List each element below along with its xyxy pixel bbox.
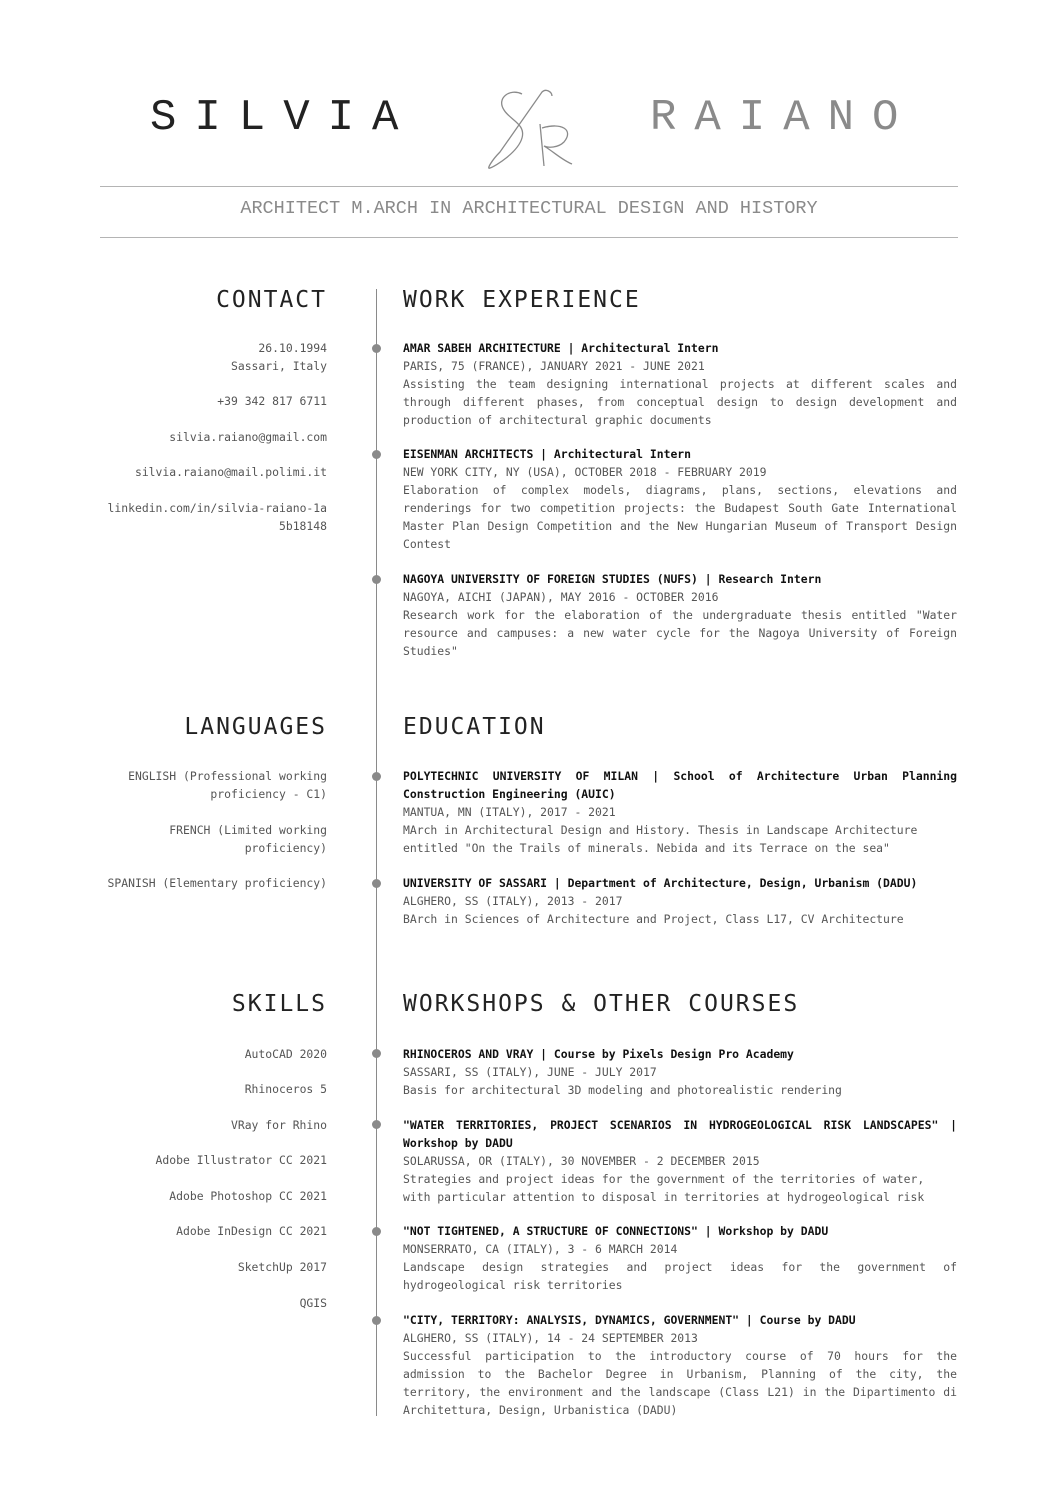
entry-title: "WATER TERRITORIES, PROJECT SCENARIOS IN HYDROGEOLOGICAL RISK LANDSCAPES" | Workshop by DADU	[403, 1118, 957, 1150]
entry-meta: SOLARUSSA, OR (ITALY), 30 NOVEMBER - 2 DECEMBER 2015	[403, 1154, 760, 1168]
skills-heading: SKILLS	[231, 991, 327, 1017]
entry-title: POLYTECHNIC UNIVERSITY OF MILAN | School of Architecture Urban Planning Construction Engineering (AUIC)	[403, 769, 957, 801]
birthplace: Sassari, Italy	[230, 359, 327, 373]
entry-meta: NEW YORK CITY, NY (USA), OCTOBER 2018 - FEBRUARY 2019	[403, 465, 767, 479]
linkedin-url-line1[interactable]: linkedin.com/in/silvia-raiano-1a	[107, 501, 327, 515]
skill-item: Adobe Photoshop CC 2021	[169, 1189, 327, 1203]
entry-title: AMAR SABEH ARCHITECTURE | Architectural Intern	[403, 341, 719, 355]
work-experience-heading: WORK EXPERIENCE	[403, 287, 641, 313]
work-entry	[403, 339, 957, 429]
entry-meta: ALGHERO, SS (ITALY), 2013 - 2017	[403, 894, 623, 908]
skill-item: QGIS	[299, 1296, 327, 1310]
language-english-line2: proficiency - C1)	[210, 787, 327, 801]
entry-description: Strategies and project ideas for the government of the territories of water, with particular attention to disposal in territories at hydrogeological risk	[403, 1172, 925, 1204]
entry-description: Landscape design strategies and project ideas for the government of hydrogeological risk territories	[403, 1260, 957, 1292]
entry-meta: PARIS, 75 (FRANCE), JANUARY 2021 - JUNE 2021	[403, 359, 705, 373]
first-name: SILVIA	[150, 93, 417, 143]
monogram-signature-icon	[482, 84, 582, 176]
last-name: RAIANO	[650, 93, 917, 143]
skill-item: AutoCAD 2020	[244, 1047, 327, 1061]
skill-item: VRay for Rhino	[230, 1118, 327, 1132]
timeline-dot	[372, 772, 381, 781]
language-spanish: SPANISH (Elementary proficiency)	[107, 876, 327, 890]
entry-description: Successful participation to the introductory course of 70 hours for the admission to the Bachelor Degree in Urbanism, Planning of the city, the territory, the environment and the landscape (Class L21) in the Dipartimento di Architettura, Design, Urbanistica (DADU)	[403, 1349, 957, 1417]
timeline-dot	[372, 450, 381, 459]
education-heading: EDUCATION	[403, 714, 546, 740]
entry-title: EISENMAN ARCHITECTS | Architectural Intern	[403, 447, 692, 461]
entry-meta: SASSARI, SS (ITALY), JUNE - JULY 2017	[403, 1065, 657, 1079]
email-polimi[interactable]: silvia.raiano@mail.polimi.it	[134, 465, 327, 479]
language-english-line1: ENGLISH (Professional working	[128, 769, 327, 783]
entry-meta: NAGOYA, AICHI (JAPAN), MAY 2016 - OCTOBER 2016	[403, 590, 719, 604]
entry-meta: MONSERRATO, CA (ITALY), 3 - 6 MARCH 2014	[403, 1242, 678, 1256]
timeline-dot	[372, 1049, 381, 1058]
entry-description: Assisting the team designing international projects at different scales and through different phases, from conceptual design to design development and production of architectural graphic documents	[403, 377, 957, 427]
entry-title: UNIVERSITY OF SASSARI | Department of Architecture, Design, Urbanism (DADU)	[403, 876, 918, 890]
timeline-dot	[372, 575, 381, 584]
timeline-dot	[372, 879, 381, 888]
timeline-dot	[372, 1227, 381, 1236]
entry-title: RHINOCEROS AND VRAY | Course by Pixels Design Pro Academy	[403, 1047, 794, 1061]
contact-heading: CONTACT	[216, 287, 327, 313]
entry-description: BArch in Sciences of Architecture and Project, Class L17, CV Architecture	[403, 912, 904, 926]
linkedin-url-line2[interactable]: 5b18148	[278, 519, 327, 533]
email-gmail[interactable]: silvia.raiano@gmail.com	[169, 430, 327, 444]
job-title: ARCHITECT M.ARCH IN ARCHITECTURAL DESIGN AND HISTORY	[240, 198, 818, 219]
birthdate: 26.10.1994	[258, 341, 327, 355]
work-entry	[403, 570, 957, 660]
timeline-dot	[372, 1316, 381, 1325]
entry-meta: ALGHERO, SS (ITALY), 14 - 24 SEPTEMBER 2013	[403, 1331, 698, 1345]
language-english	[87, 767, 327, 803]
skill-item: SketchUp 2017	[237, 1260, 327, 1274]
workshop-entry	[403, 1045, 957, 1099]
language-french-line1: FRENCH (Limited working	[169, 823, 327, 837]
workshops-heading: WORKSHOPS & OTHER COURSES	[403, 991, 800, 1017]
entry-description: MArch in Architectural Design and History. Thesis in Landscape Architecture entitled "On the Trails of minerals. Nebida and its Terrace on the sea"	[403, 823, 918, 855]
languages-heading: LANGUAGES	[184, 714, 327, 740]
entry-description: Elaboration of complex models, diagrams, plans, sections, elevations and renderings for two competition projects: the Budapest South Gate International Master Plan Design Competition and the New Hungarian Museum of Transport Design Contest	[403, 483, 957, 551]
timeline-dot	[372, 344, 381, 353]
education-entry	[403, 767, 957, 857]
workshop-entry	[403, 1116, 957, 1206]
entry-meta: MANTUA, MN (ITALY), 2017 - 2021	[403, 805, 616, 819]
workshop-entry	[403, 1311, 957, 1419]
header-divider-bottom	[100, 237, 958, 238]
entry-description: Basis for architectural 3D modeling and photorealistic rendering	[403, 1083, 842, 1097]
header-divider-top	[100, 186, 958, 187]
language-french-line2: proficiency)	[244, 841, 327, 855]
skill-item: Rhinoceros 5	[244, 1082, 327, 1096]
workshop-entry	[403, 1222, 957, 1294]
work-entry	[403, 445, 957, 553]
phone-number: +39 342 817 6711	[217, 394, 327, 408]
entry-title: NAGOYA UNIVERSITY OF FOREIGN STUDIES (NUFS) | Research Intern	[403, 572, 822, 586]
timeline-dot	[372, 1120, 381, 1129]
entry-title: "NOT TIGHTENED, A STRUCTURE OF CONNECTIONS" | Workshop by DADU	[403, 1224, 829, 1238]
entry-description: Research work for the elaboration of the undergraduate thesis entitled "Water resource and campuses: a new water cycle for the Nagoya University of Foreign Studies"	[403, 608, 957, 658]
entry-title: "CITY, TERRITORY: ANALYSIS, DYNAMICS, GOVERNMENT" | Course by DADU	[403, 1313, 856, 1327]
skill-item: Adobe InDesign CC 2021	[176, 1224, 327, 1238]
skill-item: Adobe Illustrator CC 2021	[155, 1153, 327, 1167]
language-french	[87, 821, 327, 857]
education-entry	[403, 874, 957, 928]
